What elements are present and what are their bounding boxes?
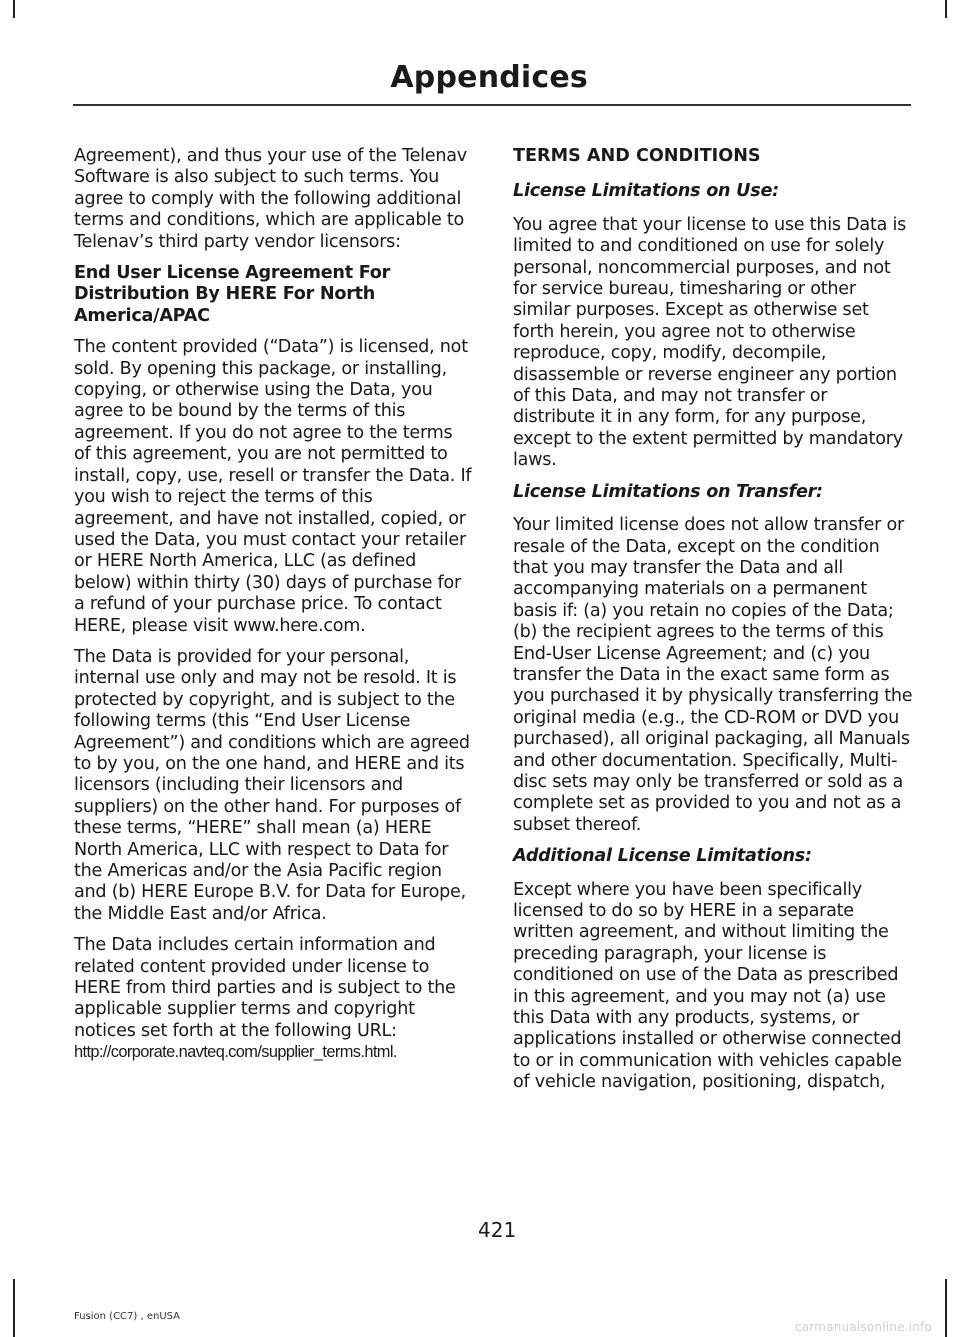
document-id: Fusion (CC7) , enUSA (74, 1311, 181, 1322)
left-column (74, 146, 474, 1074)
paragraph-data-personal-use: The Data is provided for your personal, internal use only and may not be resold. It is protected by copyright, and is subject to the following terms (this “End User License Agreement”) and conditions which are agreed to by you, on the one hand, and HERE and its licensors (including their licensors and suppliers) on the other hand. For purposes of these terms, “HERE” shall mean (a) HERE North America, LLC with respect to Data for the Americas and/or the Asia Pacific region and (b) HERE Europe B.V. for Data for Europe, the Middle East and/or Africa. (74, 646, 470, 924)
page-title: Appendices (390, 60, 588, 95)
heading-eula-here: End User License Agreement For Distribution By HERE For North America/APAC (74, 263, 391, 326)
heading-license-limitations-transfer: License Limitations on Transfer: (513, 481, 823, 502)
crop-mark-top-left (13, 0, 15, 18)
heading-additional-limitations: Additional License Limitations: (513, 846, 812, 867)
page-number: 421 (478, 1218, 517, 1242)
paragraph-license-use: You agree that your license to use this Data is limited to and conditioned on use for solely personal, noncommercial purposes, and not for service bureau, timesharing or other similar purposes. Except as otherwise set forth herein, you agree not to otherwise reproduce, copy, modify, decompile, disassemble or reverse engineer any portion of this Data, and may not transfer or distribute it in any form, for any purpose, except to the extent permitted by mandatory laws. (513, 214, 907, 471)
crop-mark-bottom-right (945, 1279, 947, 1337)
paragraph-content-licensed: The content provided (“Data”) is licensed, not sold. By opening this package, or installing, copying, or otherwise using the Data, you agree to be bound by the terms of this agreement. If you do not agree to the terms of this agreement, you are not permitted to install, copy, use, resell or transfer the Data. If you wish to reject the terms of this agreement, and have not installed, copied, or used the Data, you must contact your retailer or HERE North America, LLC (as defined below) within thirty (30) days of purchase for a refund of your purchase price. To contact HERE, please visit www.here.com. (74, 337, 472, 636)
paragraph-telenav-terms: Agreement), and thus your use of the Telenav Software is also subject to such terms. You agree to comply with the following additional terms and conditions, which are applicable to Telenav’s third party vendor licensors: (74, 146, 467, 252)
paragraph-additional-limitations: Except where you have been specifically licensed to do so by HERE in a separate written agreement, and without limiting the preceding paragraph, your license is conditioned on use of the Data as prescribed in this agreement, and you may not (a) use this Data with any products, systems, or applications installed or otherwise connected to or in communication with vehicles capable of vehicle navigation, positioning, dispatch, (513, 879, 902, 1093)
heading-license-limitations-use: License Limitations on Use: (513, 181, 779, 202)
paragraph-third-party-info (74, 935, 474, 1063)
supplier-terms-url: http://corporate.navteq.com/supplier_terms.html. (74, 1043, 397, 1062)
heading-terms-and-conditions: TERMS AND CONDITIONS (513, 146, 761, 166)
watermark: carmanualsonline.info (795, 1320, 932, 1334)
crop-mark-bottom-left (13, 1279, 15, 1337)
paragraph-license-transfer: Your limited license does not allow transfer or resale of the Data, except on the condition that you may transfer the Data and all accompanying materials on a permanent basis if: (a) you retain no copies of the Data; (b) the recipient agrees to the terms of this End-User License Agreement; and (c) you transfer the Data in the exact same form as you purchased it by physically transferring the original media (e.g., the CD-ROM or DVD you purchased), all original packaging, all Manuals and other documentation. Specifically, Multi-disc sets may only be transferred or sold as a complete set as provided to you and not as a subset thereof. (513, 515, 913, 835)
crop-mark-top-right (945, 0, 947, 18)
header-divider (73, 104, 911, 106)
paragraph-third-party-text: The Data includes certain information and related content provided under license to HERE from third parties and is subject to the applicable supplier terms and copyright notices set forth at the following URL: (74, 935, 456, 1041)
right-column (513, 146, 913, 1104)
